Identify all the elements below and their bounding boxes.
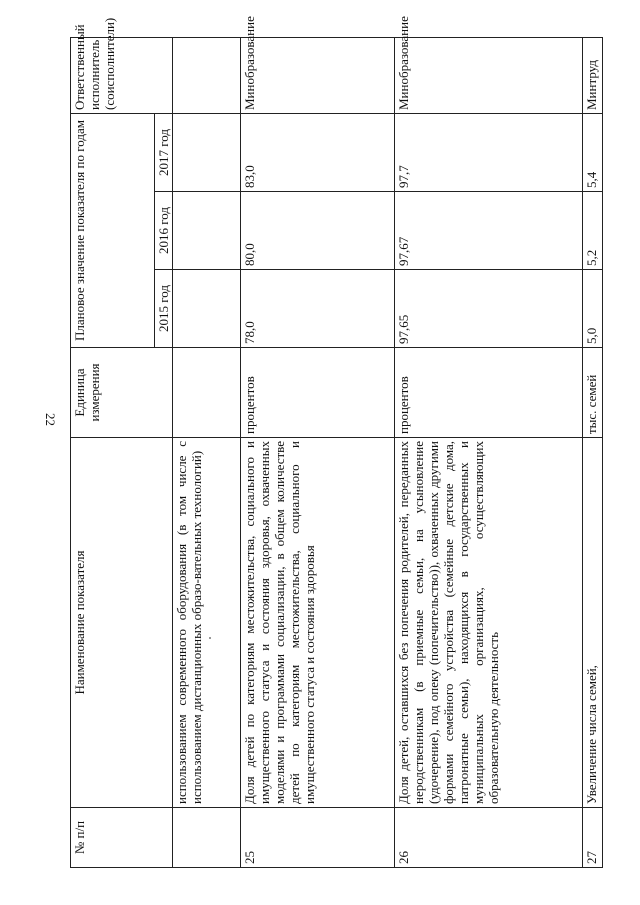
- row-unit: процентов: [395, 348, 583, 438]
- row-num: [173, 808, 241, 868]
- row-value-2017: [173, 114, 241, 192]
- header-plan: Плановое значение показателя по годам: [71, 114, 155, 348]
- row-value-2016: 97,67: [395, 192, 583, 270]
- row-name: Доля детей, оставшихся без попечения родителей, переданных неродственникам (в приемные семьи, на усыновление (удочерение), под опеку (попечительство)), охваченных другими формами семейного устройства (семейные детские дома, патронатные семьи), находящихся в государственных и муниципальных организациях, осуществляющих образовательную деятельность: [395, 438, 583, 808]
- row-num: 27: [583, 808, 603, 868]
- header-num: № п/п: [71, 808, 173, 868]
- header-year-2015: 2015 год: [155, 270, 173, 348]
- table-row: [583, 38, 603, 868]
- header-unit: Единица измерения: [71, 348, 173, 438]
- row-unit: процентов: [241, 348, 395, 438]
- row-responsible: Минтруд: [583, 38, 603, 114]
- row-name: Доля детей по категориям местожительства, социального и имущественного статуса и состояния здоровья, охваченных моделями и программами социализации, в общем количестве детей по категориям местожительства, социального и имущественного статуса и состояния здоровья: [241, 438, 395, 808]
- row-value-2015: 97,65: [395, 270, 583, 348]
- header-year-2016: 2016 год: [155, 192, 173, 270]
- row-responsible: Минобразование: [395, 38, 583, 114]
- header-name: Наименование показателя: [71, 438, 173, 808]
- header-row: [71, 38, 155, 868]
- indicator-table-rotated: [70, 16, 599, 868]
- header-year-2017: 2017 год: [155, 114, 173, 192]
- row-num: 26: [395, 808, 583, 868]
- row-value-2016: [173, 192, 241, 270]
- row-value-2017: 83,0: [241, 114, 395, 192]
- indicator-table: [70, 16, 603, 868]
- table-row: [241, 38, 395, 868]
- page-number: 22: [43, 413, 58, 426]
- row-value-2015: 5,0: [583, 270, 603, 348]
- row-value-2016: 5,2: [583, 192, 603, 270]
- row-unit: [173, 348, 241, 438]
- row-name: Увеличение числа семей,: [583, 438, 603, 808]
- row-value-2016: 80,0: [241, 192, 395, 270]
- header-responsible: Ответственный исполнитель (соисполнители): [71, 38, 173, 114]
- row-value-2017: 5,4: [583, 114, 603, 192]
- row-num: 25: [241, 808, 395, 868]
- row-value-2017: 97,7: [395, 114, 583, 192]
- row-unit: тыс. семей: [583, 348, 603, 438]
- row-value-2015: [173, 270, 241, 348]
- row-responsible: Минобразование: [241, 38, 395, 114]
- row-name: использованием современного оборудования (в том числе с использованием дистанционных образо-вательных технологий): [173, 438, 241, 808]
- row-value-2015: 78,0: [241, 270, 395, 348]
- table-row: [395, 38, 583, 868]
- table-row: [173, 38, 241, 868]
- row-responsible: [173, 38, 241, 114]
